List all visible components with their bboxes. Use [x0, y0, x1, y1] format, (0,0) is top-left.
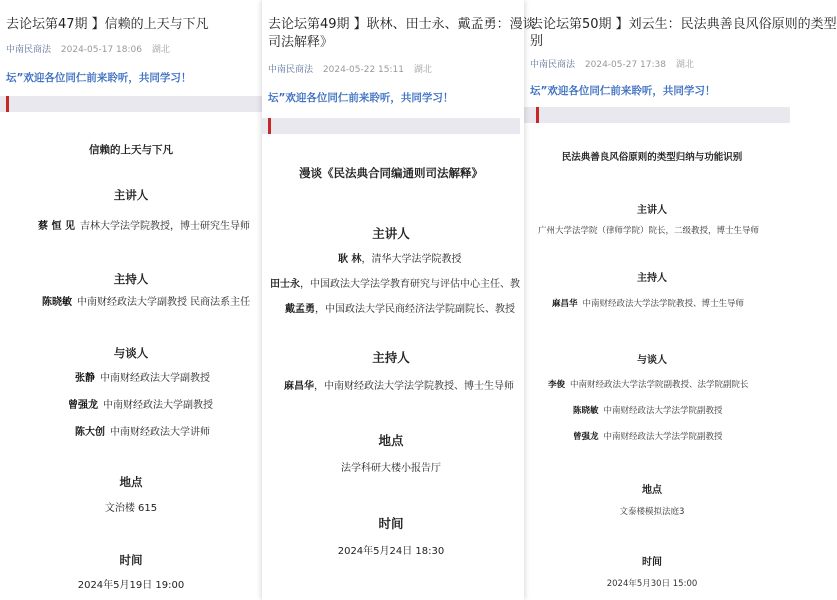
speaker-heading: 主讲人	[113, 188, 149, 202]
speaker-line	[285, 300, 515, 315]
publish-location: 湖北	[675, 60, 694, 70]
speaker-line	[338, 250, 461, 265]
venue-heading: 地点	[642, 485, 662, 496]
speaker-desc: 吉林大学法学院教授，博士研究生导师	[79, 221, 250, 232]
host-name: 麻昌华	[284, 381, 314, 392]
source-account[interactable]: 中南民商法	[268, 65, 314, 75]
venue-heading: 地点	[119, 475, 143, 489]
publish-location: 湖北	[413, 65, 432, 75]
speaker-desc: ，中国政法大学民商经济法学院副院长、教授	[315, 304, 515, 315]
source-account[interactable]: 中南民商法	[530, 60, 576, 70]
host-name: 麻昌华	[552, 299, 578, 309]
section-marker	[536, 107, 539, 123]
time-text: 2024年5月24日 18:30	[337, 546, 445, 557]
publish-date: 2024-05-17 18:06	[60, 45, 142, 55]
announcement: 坛”欢迎各位同仁前来聆听，共同学习！	[530, 85, 716, 97]
publish-date: 2024-05-22 15:11	[322, 65, 404, 75]
speaker-heading: 主讲人	[372, 226, 410, 241]
article-title-cont[interactable]: 司法解释》	[268, 35, 334, 50]
time-text: 2024年5月30日 15:00	[606, 579, 698, 589]
article-panel-47	[0, 0, 262, 600]
host-line	[284, 377, 514, 392]
speaker-line	[270, 275, 520, 290]
speaker-line	[38, 217, 250, 232]
speaker-desc: 广州大学法学院（律师学院）院长，二级教授，博士生导师	[538, 226, 760, 236]
speaker-name: 蔡 恒 见	[38, 221, 75, 232]
venue-text: 文泰楼模拟法庭3	[619, 507, 685, 517]
speaker-desc: ，中国政法大学法学教育研究与评估中心主任、教	[300, 279, 520, 290]
panelist-line: 张静 中南财经政法大学副教授	[75, 373, 210, 384]
panelist-line: 曾强龙 中南财经政法大学法学院副教授	[573, 432, 723, 442]
section-band	[0, 96, 262, 112]
article-meta	[268, 62, 439, 75]
host-line	[552, 297, 744, 309]
panelist-heading: 与谈人	[637, 355, 667, 366]
topic-title: 漫谈《民法典合同编通则司法解释》	[299, 166, 483, 180]
panelist-line: 曾强龙 中南财经政法大学副教授	[68, 400, 213, 411]
host-desc: ，中南财经政法大学法学院教授、博士生导师	[314, 381, 514, 392]
section-marker	[268, 118, 271, 134]
speaker-desc: ，清华大学法学院教授	[361, 254, 462, 265]
panelist-line: 李俊 中南财经政法大学法学院副教授、法学院副院长	[548, 380, 749, 390]
time-text: 2024年5月19日 19:00	[77, 580, 185, 591]
venue-heading: 地点	[378, 433, 404, 448]
host-name: 陈晓敏	[42, 297, 72, 308]
speaker-name: 田士永	[270, 279, 300, 290]
panelist-line: 陈大创 中南财经政法大学讲师	[75, 427, 210, 438]
host-heading: 主持人	[637, 273, 667, 284]
source-account[interactable]: 中南民商法	[6, 45, 52, 55]
host-desc: 中南财经政法大学法学院教授、博士生导师	[582, 299, 745, 309]
speaker-name: 耿 林	[338, 254, 362, 265]
section-marker	[6, 96, 9, 112]
topic-title: 民法典善良风俗原则的类型归纳与功能识别	[561, 152, 743, 163]
host-desc: 中南财经政法大学副教授 民商法系主任	[77, 297, 251, 308]
article-meta	[530, 57, 701, 70]
publish-location: 湖北	[151, 45, 170, 55]
article-title[interactable]: 去论坛第50期 】刘云生：民法典善良风俗原则的类型	[530, 17, 837, 32]
section-band	[524, 107, 790, 123]
venue-text: 文治楼 615	[104, 503, 158, 514]
host-line	[42, 293, 250, 308]
article-panel-50	[524, 0, 837, 600]
article-panel-49	[262, 0, 536, 600]
host-heading: 主持人	[372, 350, 410, 365]
host-heading: 主持人	[113, 272, 149, 286]
article-title[interactable]: 去论坛第47期 】信赖的上天与下凡	[6, 17, 209, 32]
section-band	[262, 118, 520, 134]
publish-date: 2024-05-27 17:38	[584, 60, 666, 70]
time-heading: 时间	[642, 557, 662, 568]
time-heading: 时间	[119, 553, 143, 567]
article-title-cont[interactable]: 别	[530, 34, 544, 49]
announcement: 坛”欢迎各位同仁前来聆听，共同学习！	[268, 92, 454, 104]
panelist-line: 陈晓敏 中南财经政法大学法学院副教授	[573, 406, 723, 416]
speaker-heading: 主讲人	[637, 205, 667, 216]
time-heading: 时间	[378, 516, 404, 531]
article-meta	[6, 42, 177, 55]
speaker-name: 戴孟勇	[285, 304, 315, 315]
announcement: 坛”欢迎各位同仁前来聆听，共同学习！	[6, 72, 192, 84]
panelist-heading: 与谈人	[113, 346, 149, 360]
venue-text: 法学科研大楼小报告厅	[341, 463, 441, 474]
article-title[interactable]: 去论坛第49期 】耿林、田士永、戴孟勇：漫谈	[268, 17, 536, 32]
topic-title: 信赖的上天与下凡	[89, 144, 173, 156]
